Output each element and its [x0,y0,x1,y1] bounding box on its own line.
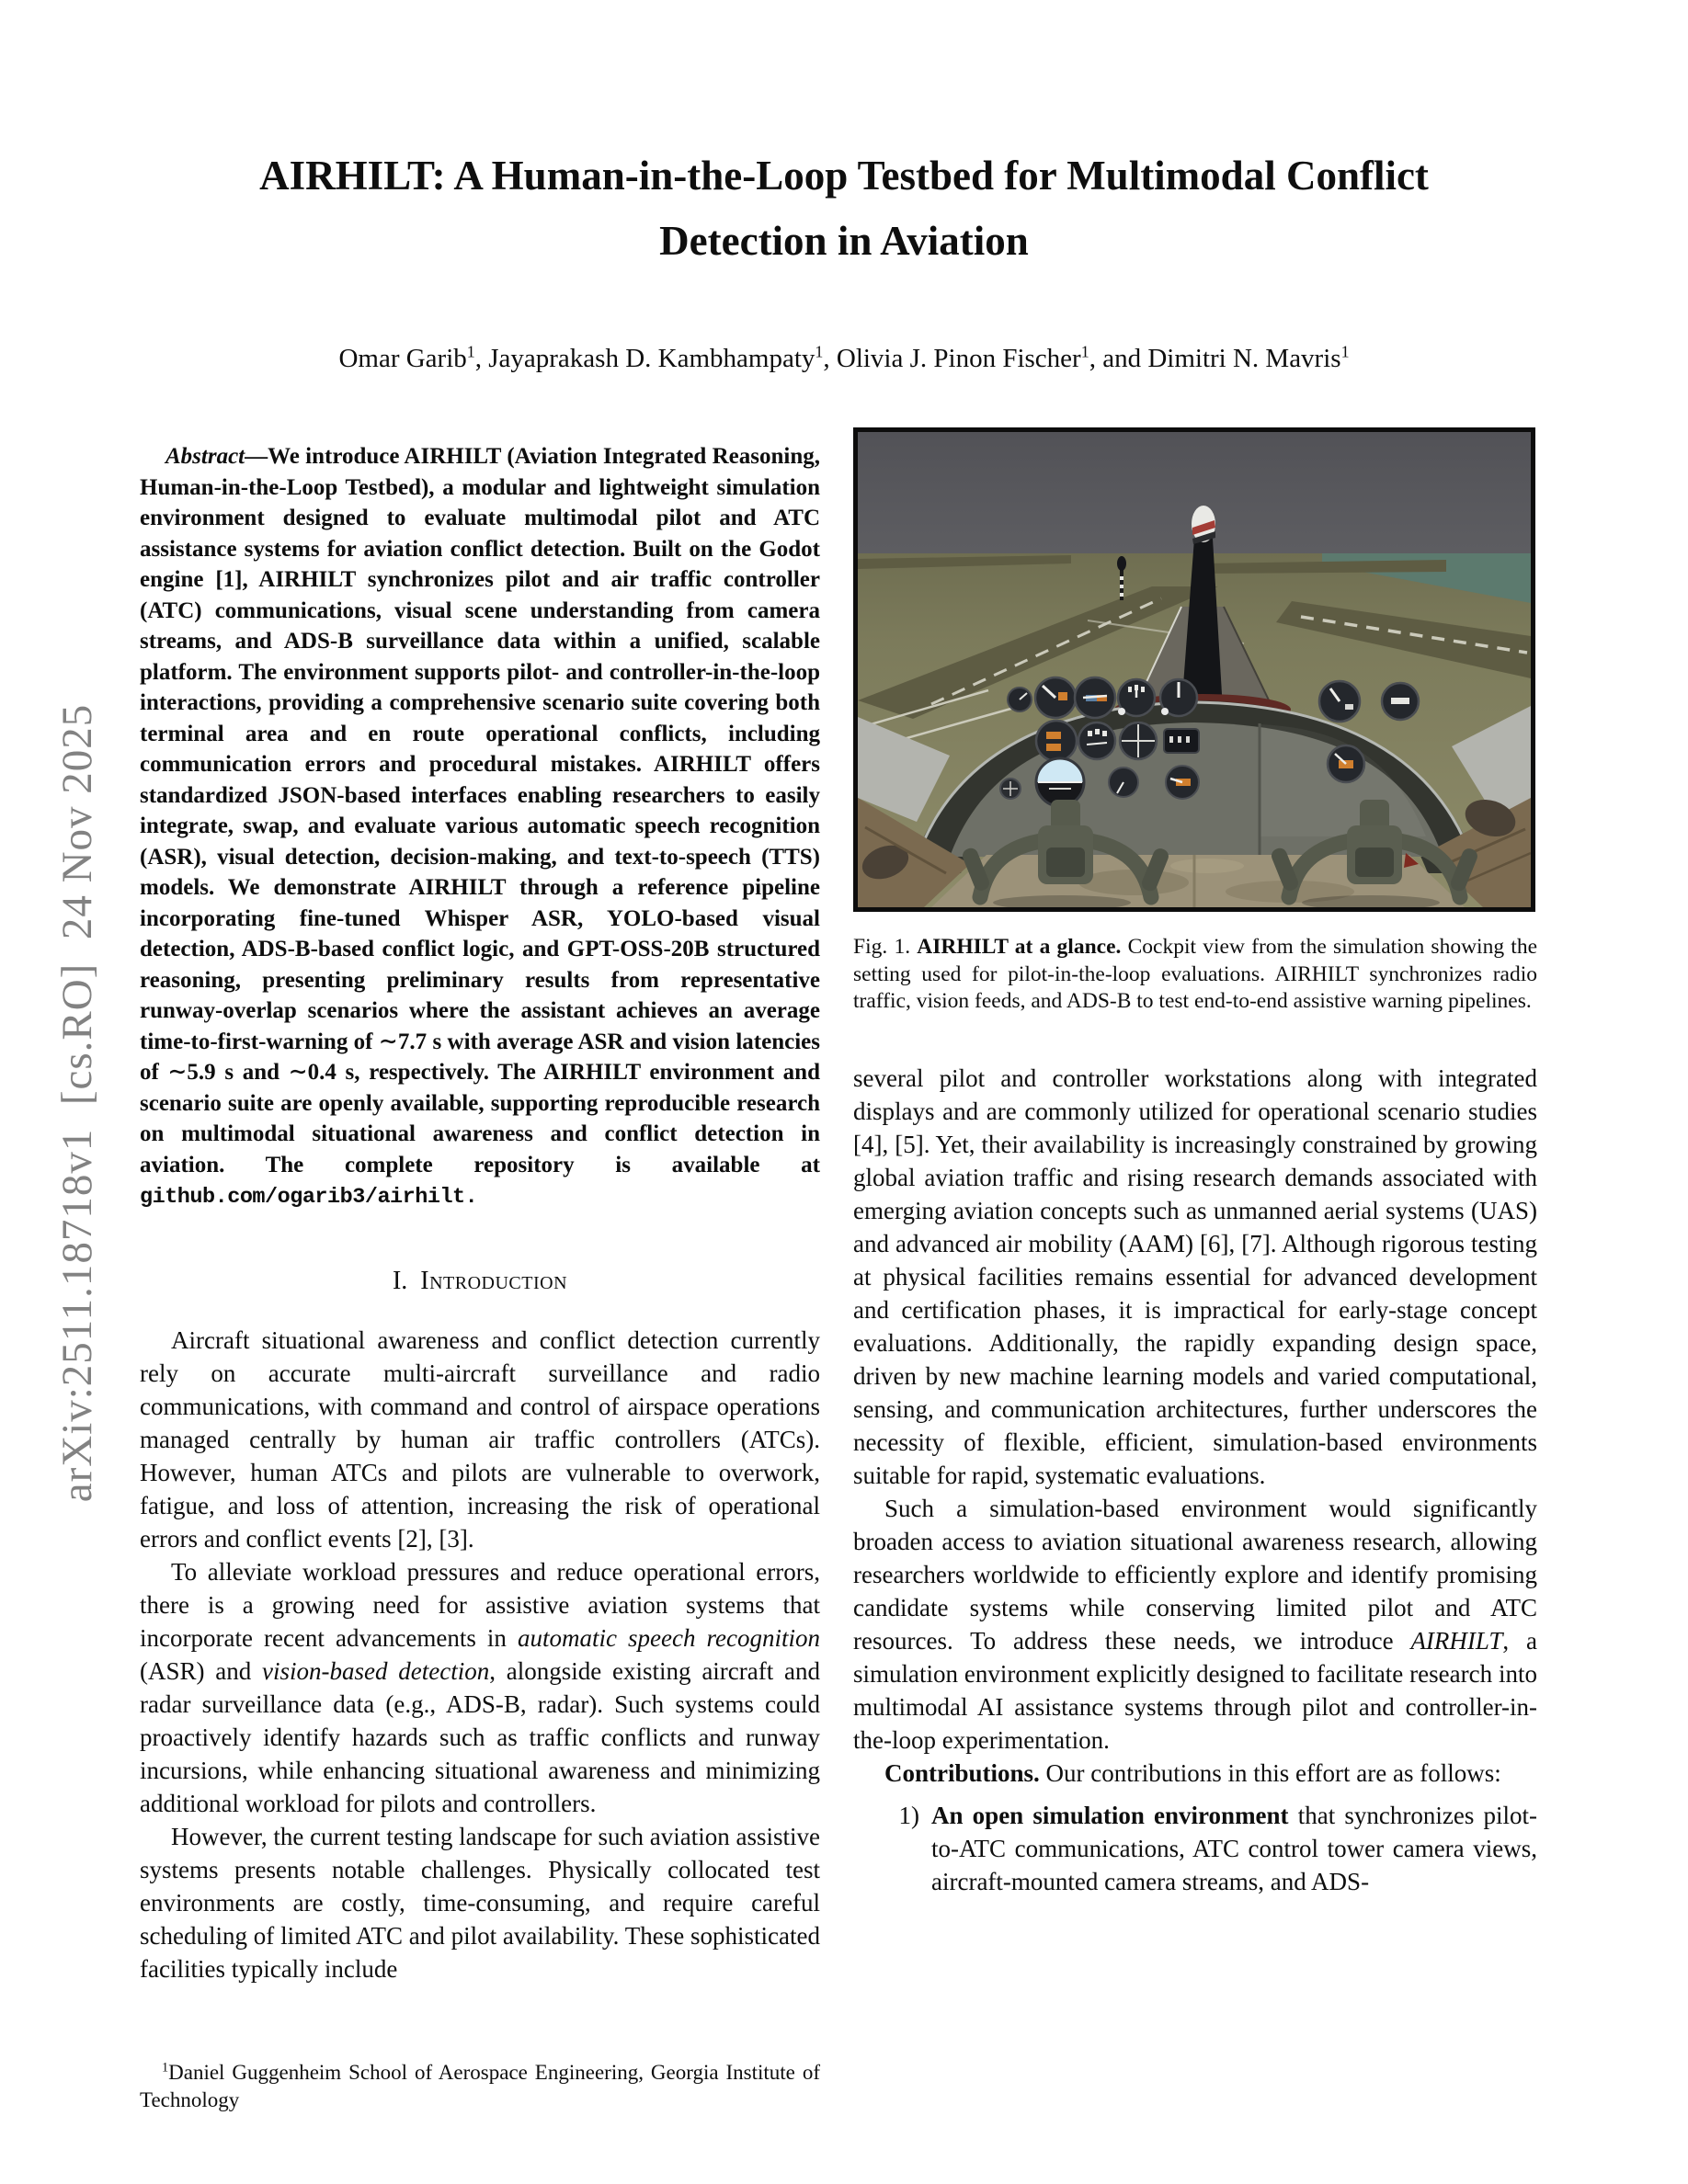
author-list: Omar Garib$^1$, Jayaprakash D. Kambhampaty$^1$, Olivia J. Pinon Fischer$^1$, and Dimitri N. Mavris$^1$ [338,342,1350,373]
contribution-item-1 [853,1799,1537,1898]
abstract: Abstract—We introduce AIRHILT (Aviation Integrated Reasoning, Human-in-the-Loop Testbed), a modular and lightweight simulation environment designed to evaluate multimodal pilot and ATC assistance systems for aviation conflict detection. Built on the Godot engine [1], AIRHILT synchronizes pilot and air traffic controller (ATC) communications, visual scene understanding from camera streams, and ADS-B surveillance data within a unified, scalable platform. The environment supports pilot- and controller-in-the-loop interactions, providing a comprehensive scenario suite covering both terminal area and en route operational conflicts, including communication errors and procedural mistakes. AIRHILT offers standardized JSON-based interfaces enabling researchers to easily integrate, swap, and evaluate various automatic speech recognition (ASR), visual detection, decision-making, and text-to-speech (TTS) models. We demonstrate AIRHILT through a reference pipeline incorporating fine-tuned Whisper ASR, YOLO-based visual detection, ADS-B-based conflict logic, and GPT-OSS-20B structured reasoning, presenting preliminary results from representative runway-overlap scenarios where the assistant achieves an average time-to-first-warning of ∼7.7 s with average ASR and vision latencies of ∼5.9 s and ∼0.4 s, respectively. The AIRHILT environment and scenario suite are openly available, supporting reproducible research on multimodal situational awareness and conflict detection in aviation. The complete repository is available at github.com/ogarib3/airhilt. [140,444,820,1210]
figure-1 [853,427,1535,912]
intro-paragraph-1: Aircraft situational awareness and conflict detection currently rely on accurate multi-aircraft surveillance and radio communications, with command and control of airspace operations managed centrally by human air traffic controllers (ATCs). However, human ATCs and pilots are vulnerable to overwork, fatigue, and loss of attention, increasing the risk of operational errors and conflict events [2], [3]. [140,1325,820,1553]
right-column [853,427,1537,1898]
paper-title-line2: Detection in Aviation [659,218,1029,264]
intro-paragraph-5: Such a simulation-based environment would significantly broaden access to aviation situational awareness research, allowing researchers worldwide to efficiently explore and identify promising candidate systems while conserving limited pilot and ATC resources. To address these needs, we introduce AIRHILT, a simulation environment explicitly designed to facilitate research into multimodal AI assistance systems through pilot and controller-in-the-loop experimentation. [853,1494,1537,1754]
paper-title [110,143,1578,274]
paper-title-line1: AIRHILT: A Human-in-the-Loop Testbed for Multimodal Conflict [259,153,1429,199]
section-title: Introduction [420,1266,568,1295]
intro-paragraph-4: several pilot and controller workstations along with integrated displays and are commonly utilized for operational scenario studies [4], [5]. Yet, their availability is increasingly constrained by growing global aviation traffic and rising research demands associated with emerging aviation concepts such as unmanned aerial systems (UAS) and advanced air mobility (AAM) [6], [7]. Although rigorous testing at physical facilities remains essential for advanced development and certification phases, it is impractical for early-stage concept evaluations. Additionally, the rapidly expanding design space, driven by new machine learning models and varied computational, sensing, and communication architectures, further underscores the necessity of flexible, efficient, simulation-based environments suitable for rapid, systematic evaluations. [853,1064,1537,1489]
figure-1-caption: Fig. 1. AIRHILT at a glance. Cockpit view from the simulation showing the setting used for pilot-in-the-loop evaluations. AIRHILT synchronizes radio traffic, vision feeds, and ADS-B to test end-to-end assistive warning pipelines. [853,935,1537,1013]
section-heading-introduction [140,1267,820,1296]
figure-1-image [858,432,1531,907]
contribution-number: 1) [898,1801,919,1829]
left-column [140,441,820,1985]
intro-paragraph-3: However, the current testing landscape for such aviation assistive systems presents notable challenges. Physically collocated test environments are costly, time-consuming, and require careful scheduling of limited ATC and pilot availability. These sophisticated facilities typically include [140,1822,820,1983]
arxiv-watermark: arXiv:2511.18718v1 [cs.RO] 24 Nov 2025 [53,703,101,1503]
intro-paragraph-2: To alleviate workload pressures and reduce operational errors, there is a growing need for assistive aviation systems that incorporate recent advancements in automatic speech recognition (ASR) and vision-based detection, alongside existing aircraft and radar surveillance data (e.g., ADS-B, radar). Such systems could proactively identify hazards such as traffic conflicts and runway incursions, while enhancing situational awareness and minimizing additional workload for pilots and controllers. [140,1557,820,1817]
contribution-text: An open simulation environment that synchronizes pilot-to-ATC communications, ATC control tower camera views, aircraft-mounted camera streams, and ADS- [931,1801,1537,1895]
right-column-body [853,1062,1537,1898]
section-number: I. [392,1266,408,1295]
contributions-lead: Contributions. Our contributions in this effort are as follows: [884,1758,1501,1787]
affiliation-footnote: $^1$Daniel Guggenheim School of Aerospace Engineering, Georgia Institute of Technology [140,2060,820,2111]
